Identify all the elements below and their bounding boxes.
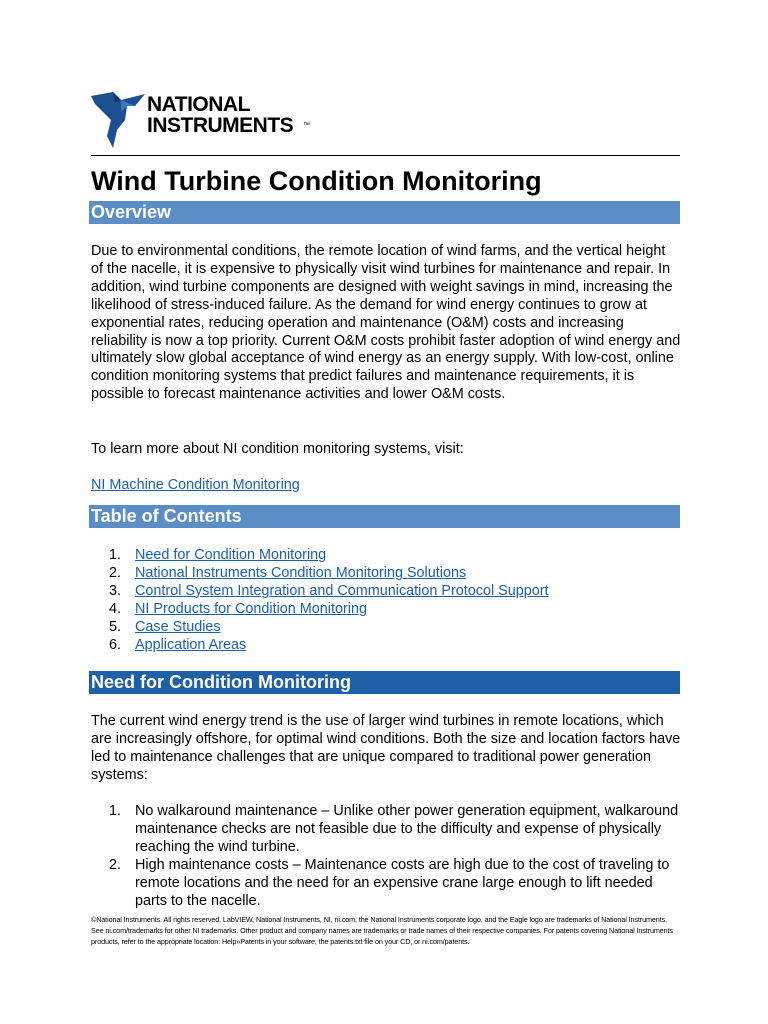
list-item-text: No walkaround maintenance – Unlike other power generation equipment, walkaround maintenance checks are not feasible due to the difficulty and expense of physically reaching the wind turbine. [135,803,679,855]
toc-item: 2. National Instruments Condition Monitoring Solutions [109,564,467,581]
header-rule [91,155,680,156]
list-item: 2. High maintenance costs – Maintenance costs are high due to the cost of traveling to remote locations and the need for an expensive crane large enough to lift needed parts to the nacelle. [109,856,670,909]
toc-link-case-studies[interactable]: Case Studies [135,618,221,635]
toc-item: 3. Control System Integration and Communication Protocol Support [109,582,549,599]
table-of-contents [91,547,681,654]
list-item: 1. No walkaround maintenance – Unlike other power generation equipment, walkaround maintenance checks are not feasible due to the difficulty and expense of physically reaching the wind turbine. [109,803,679,855]
toc-link-control-system-integration[interactable]: Control System Integration and Communication Protocol Support [135,582,549,599]
toc-link-ni-products[interactable]: NI Products for Condition Monitoring [135,600,367,617]
logo-line-1: NATIONAL [147,93,250,116]
ni-machine-condition-monitoring-link[interactable]: NI Machine Condition Monitoring [91,477,300,493]
eagle-logo-icon [91,90,145,150]
toc-link-need-for-condition-monitoring[interactable]: Need for Condition Monitoring [135,547,327,563]
learn-more-text: To learn more about NI condition monitoring systems, visit: [91,441,464,457]
toc-heading: Table of Contents [89,505,680,528]
toc-item: 6. Application Areas [109,636,247,653]
toc-link-application-areas[interactable]: Application Areas [135,636,247,653]
toc-item: 1. Need for Condition Monitoring [109,547,327,563]
overview-heading: Overview [89,201,680,224]
list-item-text: High maintenance costs – Maintenance costs are high due to the cost of traveling to remote locations and the need for an expensive crane large enough to lift needed parts to the nacelle. [135,856,670,909]
toc-item: 5. Case Studies [109,618,221,635]
toc-link-ni-condition-monitoring-solutions[interactable]: National Instruments Condition Monitoring Solutions [135,564,467,581]
overview-paragraph: Due to environmental conditions, the remote location of wind farms, and the vertical height of the nacelle, it is expensive to physically visit wind turbines for maintenance and repair. In addition, wind turbine components are designed with weight savings in mind, increasing the likelihood of stress-induced failure. As the demand for wind energy continues to grow at exponential rates, reducing operation and maintenance (O&M) costs and increasing reliability is now a top priority. Current O&M costs prohibit faster adoption of wind energy and ultimately slow global acceptance of wind energy as an energy supply. With low-cost, online condition monitoring systems that predict failures and maintenance requirements, it is possible to forecast maintenance activities and lower O&M costs. [91,243,681,403]
logo-trademark: ™ [303,122,310,129]
logo-line-2: INSTRUMENTS [147,114,294,137]
legal-footer: ©National Instruments. All rights reserved. LabVIEW, National Instruments, NI, ni.com, the National Instruments corporate logo, and the Eagle logo are trademarks of National Instruments. See ni.com/trademarks for other NI trademarks. Other product and company names are trademarks or trade names of their respective companies. For patents covering National Instruments products, refer to the appropriate location: Help»Patents in your software, the patents.txt file on your CD, or ni.com/patents. [91,915,673,947]
toc-item: 4. NI Products for Condition Monitoring [109,600,367,617]
page-title: Wind Turbine Condition Monitoring [91,166,542,196]
need-paragraph: The current wind energy trend is the use of larger wind turbines in remote locations, which are increasingly offshore, for optimal wind conditions. Both the size and location factors have led to maintenance challenges that are unique compared to traditional power generation systems: [91,713,681,783]
national-instruments-logo [91,90,311,152]
need-heading: Need for Condition Monitoring [89,671,680,694]
maintenance-challenges-list [91,803,681,910]
